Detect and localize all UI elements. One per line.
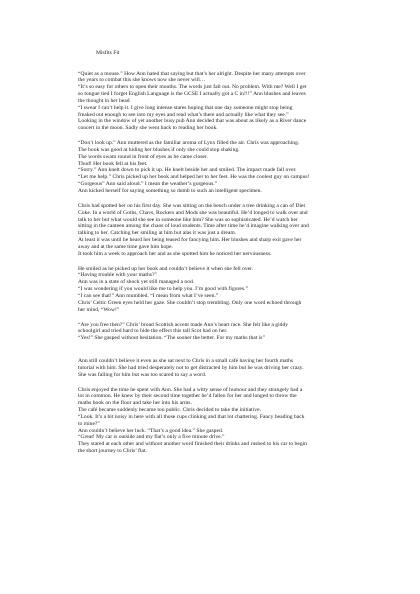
text-line: “Great! My car is outside and my flat’s only a five minute drive.”	[78, 434, 225, 441]
paragraph	[78, 358, 354, 379]
text-line: the years to combat this she knows now she never will…	[78, 77, 206, 84]
text-line: The café became suddenly became too public. Chris decided to take the initiative.	[78, 407, 261, 414]
text-line: tutorial with him. She had tried desperately not to get distracted by him but he was driving her crazy.	[78, 364, 304, 371]
text-line: freaked out enough to see into my eyes and read what’s there and actually like what they see.”	[78, 111, 289, 118]
text-line: “Let me help.” Chris picked up her book and helped her to her feet. He was the coolest guy on campus!	[78, 174, 310, 181]
text-line: “Look. It’s a bit noisy in here with all those cups clinking and that lot chattering. Fancy heading back	[78, 413, 305, 420]
text-line: Thud! Her book fell at his feet.	[78, 160, 148, 167]
text-line: Chris enjoyed the time he spent with Ann. She had a witty sense of humour and they strangely had a	[78, 386, 303, 393]
text-line: The book was good at hiding her blushes if only she could stop shaking.	[78, 146, 240, 153]
text-line: Ann still couldn’t believe it even as she sat next to Chris in a small café having her fourth maths	[78, 358, 294, 365]
text-line: sitting in the canteen among the chaos of loud students. Time after time he’d imagine walking over and	[78, 223, 309, 230]
paragraph	[78, 322, 354, 343]
text-line: talking to her. Catching her smiling at him but alas it was just a dream.	[78, 230, 237, 237]
text-line: away and at the same time gave him hope.	[78, 243, 173, 250]
text-line: “Quiet as a mouse.” How Ann hated that saying but that’s her alright. Despite her many attempts over	[78, 70, 306, 77]
text-line: Chris’ Celtic Green eyes held her gaze. She couldn’t stop trembling. Only one word echoed through	[78, 299, 302, 306]
text-line: Ann couldn’t believe her luck. “That’s a good idea.” She gasped.	[78, 427, 224, 434]
text-line: Ann kicked herself for saying something so dumb to such an intelligent specimen.	[78, 188, 262, 194]
document-body	[78, 71, 354, 456]
text-line: the thought in her head	[78, 97, 130, 104]
text-line: the short journey to Chris’ flat.	[78, 448, 147, 455]
text-line: to mine?”	[78, 420, 100, 427]
text-line: “Don’t look up.” Ann muttered as the familiar aroma of Lynx filled the air. Chris was approaching.	[78, 140, 300, 147]
text-line: “Yes!” She gasped without hesitation. “The sooner the better. For my maths that is”	[78, 335, 265, 342]
paragraph	[78, 71, 354, 133]
text-line: schoolgirl and tried hard to hide the effect this tall Scot had on her.	[78, 328, 228, 335]
text-line: lot in common. He knew by their second time together he’d fallen for her and longed to throw the	[78, 393, 297, 400]
text-line: her mind, “Wow!”	[78, 306, 120, 313]
paragraph	[78, 203, 354, 258]
text-line: Coke. In a world of Goths, Chavs, Rockers and Mods she was beautiful. He’d longed to walk over and	[78, 209, 308, 216]
text-line: She was falling for him but was too scared to say a word.	[78, 371, 207, 378]
text-line: It took him a week to approach her and as she spotted him he noticed her nervousness.	[78, 250, 272, 257]
paragraph	[78, 266, 354, 314]
text-line: He smiled as he picked up her book and couldn’t believe it when she fell over.	[78, 265, 254, 272]
text-line: Looking in the window of yet another busy pub Ann decided that was about as likely as a River dance	[78, 118, 307, 125]
text-line: concert in the moon. Sadly she went back to reading her book.	[78, 125, 218, 132]
text-line: talk to her but what would she see in someone like him? She was so sophisticated. He’d watch her	[78, 216, 298, 223]
text-line: maths book on the floor and take her into his arms.	[78, 400, 192, 407]
paragraph	[78, 387, 354, 455]
text-line: “Sorry.” Ann knelt down to pick it up. He knelt beside her and smiled. The impact made fall over.	[78, 167, 297, 174]
text-line: “I can see that!” Ann mumbled. “I mean from what I’ve seen.”	[78, 292, 219, 299]
text-line: At least it was until he heard her being teased for fancying him. Her blushes and sharp exit gave her	[78, 237, 302, 244]
text-line: Ann was in a state of shock yet still managed a nod.	[78, 279, 195, 286]
document-title: Misfits Fit	[96, 50, 120, 56]
text-line: “I swear I can’t help it. I give long intense stares hoping that one day someone might stop being	[78, 104, 293, 111]
text-line: so tongue tied I forget English Language is the GCSE I actually got a C in!!!” Ann blushes and leaves	[78, 91, 306, 98]
text-line: “I was wondering if you would like me to help you. I’m good with figures.”	[78, 286, 248, 293]
text-line: “Are you free then?” Chris’ broad Scottish accent made Ann’s heart race. She felt like a giddy	[78, 321, 289, 328]
paragraph	[78, 140, 354, 195]
text-line: They stared at each other and without another word finished their drinks and rushed to his car to begin	[78, 441, 307, 448]
text-line: “Having trouble with your maths?”	[78, 272, 157, 279]
text-line: Chris had spotted her on his first day. She was sitting on the bench under a tree drinking a can of Diet	[78, 202, 306, 209]
text-line: “It’s so easy for others to open their mouths. The words just fall out. No problem. With me? Well I get	[78, 84, 307, 91]
text-line: “Gorgeous” Ann said aloud.” I mean the weather’s gorgeous.”	[78, 181, 218, 188]
text-line: The words swam round in front of eyes as he came closer.	[78, 153, 208, 160]
